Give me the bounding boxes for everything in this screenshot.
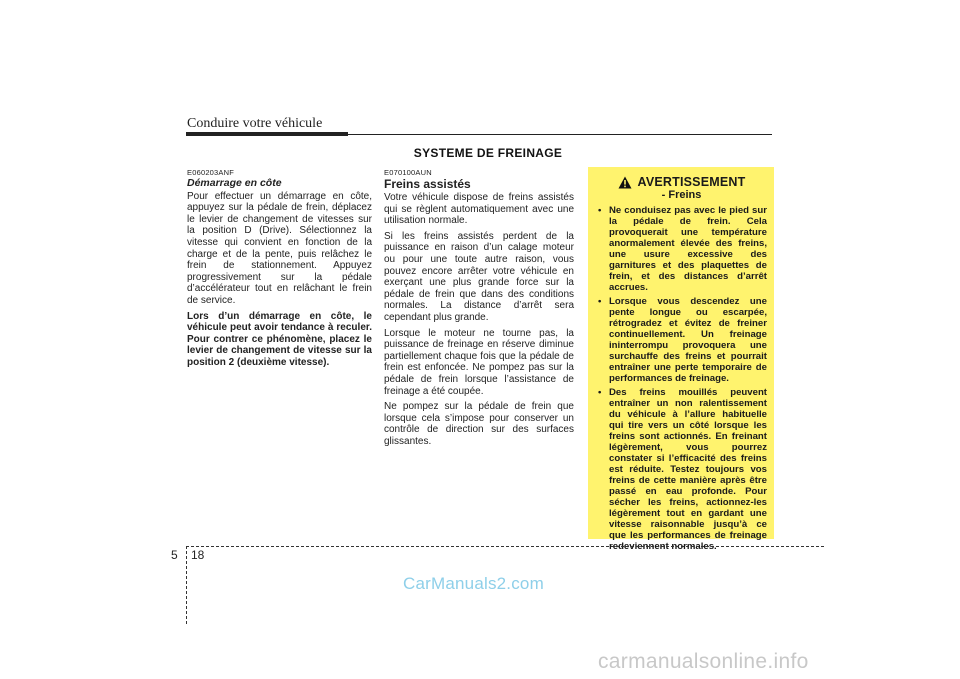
warning-item: • Lorsque vous descendez une pente longue ou escarpée, rétrogradez et évitez de freiner continuellement. Un freinage ininterrompu provoquera une surchauffe des freins et pourrait entraîner une perte temporaire de performances de freinage. bbox=[596, 296, 767, 384]
middle-column bbox=[384, 168, 574, 451]
paragraph: Ne pompez sur la pédale de frein que lorsque cela s’impose pour conserver un contrôle de direction sur des surfaces glissantes. bbox=[384, 401, 574, 447]
watermark-carmanuals2: CarManuals2.com bbox=[403, 574, 544, 593]
paragraph: Lorsque le moteur ne tourne pas, la puissance de freinage en réserve diminue partiellement chaque fois que la pédale de frein est enfoncée. Ne pompez pas sur la pédale de frein lorsque l’assistance de freinage a été coupée. bbox=[384, 327, 574, 397]
footer-rule bbox=[186, 546, 824, 547]
subsection-heading: Freins assistés bbox=[384, 177, 471, 191]
warning-item: • Ne conduisez pas avec le pied sur la pédale de frein. Cela provoquerait une température anormalement élevée des freins, une usure excessive des garnitures et des plaquettes de frein, et des distances d’arrêt accrues. bbox=[596, 205, 767, 293]
watermark-carmanualsonline: carmanualsonline.info bbox=[598, 650, 809, 673]
warning-header bbox=[596, 175, 767, 189]
warning-triangle-icon bbox=[618, 176, 632, 189]
paragraph: Votre véhicule dispose de freins assistés qui se règlent automatiquement avec une utilisation normale. bbox=[384, 192, 574, 227]
page-number: 18 bbox=[191, 548, 205, 562]
paragraph: Si les freins assistés perdent de la puissance en raison d’un calage moteur ou pour une toute autre raison, vous pouvez encore arrêter votre véhicule en exerçant une plus grande force sur la pédale de frein que dans des conditions normales. La distance d’arrêt sera cependant plus grande. bbox=[384, 230, 574, 323]
section-code: E060203ANF bbox=[187, 168, 235, 177]
footer-divider bbox=[186, 546, 187, 624]
warning-item: • Des freins mouillés peuvent entraîner un non ralentissement du véhicule à l’allure habituelle qui tire vers un côté lorsque les freins sont actionnés. En freinant légèrement, vous pourrez constater si l’efficacité des freins est réduite. Testez toujours vos freins de cette manière après être passé en eau profonde. Pour sécher les freins, actionnez-les légèrement tout en gardant une vitesse raisonnable jusqu’à ce que les performances de freinage redeviennent normales. bbox=[596, 387, 767, 552]
warning-box bbox=[588, 167, 774, 552]
header-rule-thick bbox=[186, 132, 348, 136]
chapter-title: Conduire votre véhicule bbox=[187, 116, 323, 131]
left-column bbox=[187, 168, 372, 373]
warning-list bbox=[596, 205, 767, 552]
section-code: E070100AUN bbox=[384, 168, 432, 177]
header-rule bbox=[348, 134, 772, 135]
chapter-number: 5 bbox=[171, 548, 178, 562]
paragraph: Pour effectuer un démarrage en côte, appuyez sur la pédale de frein, déplacez le levier de changement de vitesses sur la position D (Drive). Sélectionnez la vitesse qui convient en fonction de la charge et de la pente, puis relâchez le frein de stationnement. Appuyez progressivement sur la pédale d’accélérateur tout en relâchant le frein de service. bbox=[187, 190, 372, 306]
subsection-heading: Démarrage en côte bbox=[187, 177, 282, 189]
warning-title: AVERTISSEMENT bbox=[637, 175, 746, 189]
bold-paragraph: Lors d’un démarrage en côte, le véhicule peut avoir tendance à reculer. Pour contrer ce phénomène, placez le levier de changement de vitesse sur la position 2 (deuxième vitesse). bbox=[187, 310, 372, 368]
warning-subtitle: - Freins bbox=[661, 189, 702, 201]
section-title: SYSTEME DE FREINAGE bbox=[413, 146, 563, 160]
